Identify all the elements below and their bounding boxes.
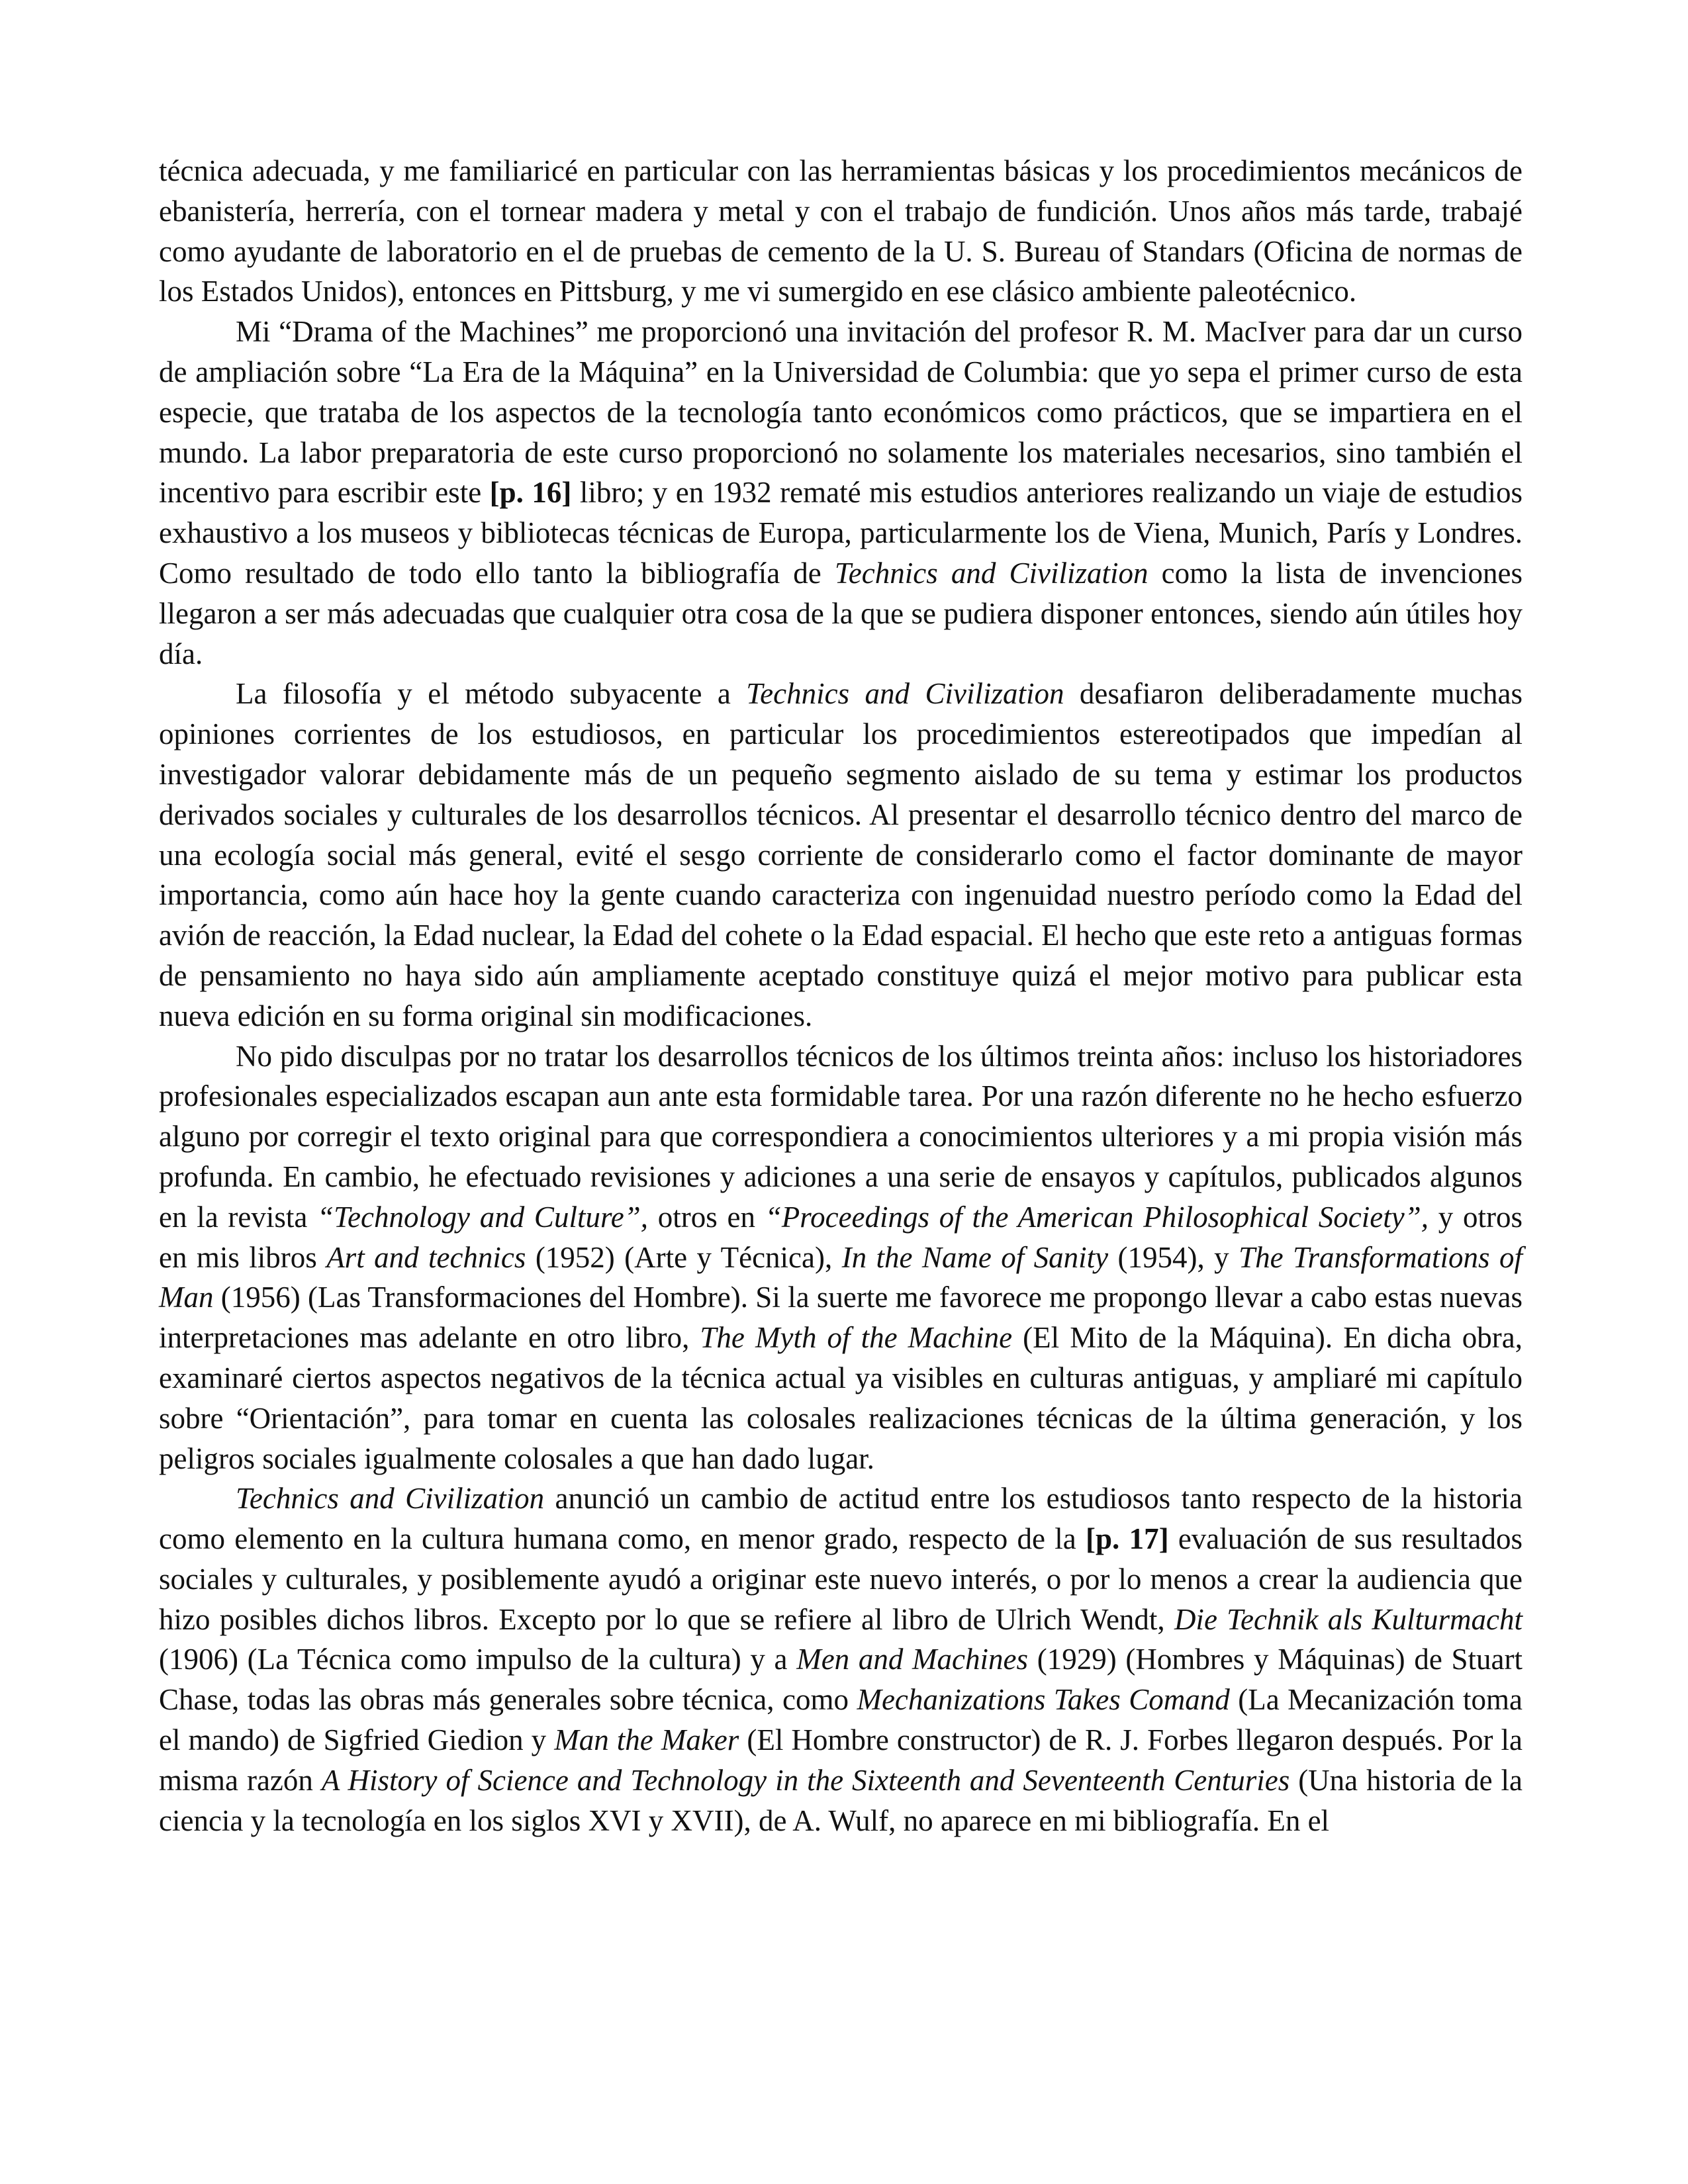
text-segment: (Una historia de la ciencia y la tecnología en los siglos XVI y XVII), de A. Wulf, no aparece en mi bibliografía. En el	[159, 1763, 1523, 1837]
paragraph-3	[159, 674, 1523, 1036]
page-marker: [p. 16]	[489, 476, 572, 510]
journal-title: “Technology and Culture”,	[317, 1200, 649, 1234]
book-title: The Transformations of Man	[159, 1240, 1523, 1314]
book-title: In the Name of Sanity	[841, 1240, 1109, 1274]
journal-title: “Proceedings of the American Philosophical Society”,	[765, 1200, 1429, 1234]
paragraph-4	[159, 1036, 1523, 1479]
text-segment: (La Mecanización toma el mando) de Sigfried Giedion y	[159, 1683, 1523, 1757]
text-segment: (1929) (Hombres y Máquinas) de Stuart Chase, todas las obras más generales sobre técnica, como	[159, 1643, 1523, 1717]
text-segment: (1956) (Las Transformaciones del Hombre). Si la suerte me favorece me propongo llevar a cabo estas nuevas interpretaciones mas adelante en otro libro,	[159, 1281, 1523, 1355]
book-title: Man the Maker	[554, 1723, 739, 1757]
text-segment: La filosofía y el método subyacente a	[236, 677, 747, 711]
book-title: Men and Machines	[796, 1643, 1029, 1676]
text-segment: (El Mito de la Máquina). En dicha obra, examinaré ciertos aspectos negativos de la técnica actual ya visibles en culturas antiguas, y ampliaré mi capítulo sobre “Orientación”, para tomar en cuenta las colosales realizaciones técnicas de la última generación, y los peligros sociales igualmente colosales a que han dado lugar.	[159, 1321, 1523, 1475]
text-segment: técnica adecuada, y me familiaricé en particular con las herramientas básicas y los procedimientos mecánicos de ebanistería, herrería, con el tornear madera y metal y con el trabajo de fundición. Unos años más tarde, trabajé como ayudante de laboratorio en el de pruebas de cemento de la U. S. Bureau of Standars (Oficina de normas de los Estados Unidos), entonces en Pittsburg, y me vi sumergido en ese clásico ambiente paleotécnico.	[159, 154, 1523, 308]
text-segment: No pido disculpas por no tratar los desarrollos técnicos de los últimos treinta años: incluso los historiadores profesionales especializados escapan aun ante esta formidable tarea. Por una razón diferente no he hecho esfuerzo alguno por corregir el texto original para que correspondiera a conocimientos ulteriores y a mi propia visión más profunda. En cambio, he efectuado revisiones y adiciones a una serie de ensayos y capítulos, publicados algunos en la revista	[159, 1039, 1523, 1234]
book-title: Technics and Civilization	[834, 556, 1149, 590]
text-segment: (1906) (La Técnica como impulso de la cultura) y a	[159, 1643, 797, 1676]
paragraph-2	[159, 312, 1523, 674]
text-segment: Mi “Drama of the Machines” me proporcionó una invitación del profesor R. M. MacIver para dar un curso de ampliación sobre “La Era de la Máquina” en la Universidad de Columbia: que yo sepa el primer curso de esta especie, que trataba de los aspectos de la tecnología tanto económicos como prácticos, que se impartiera en el mundo. La labor preparatoria de este curso proporcionó no solamente los materiales necesarios, sino también el incentivo para escribir este	[159, 315, 1523, 510]
text-segment: y otros en mis libros	[159, 1200, 1523, 1274]
book-title: Art and technics	[326, 1240, 526, 1274]
text-segment: como la lista de invenciones llegaron a ser más adecuadas que cualquier otra cosa de la que se pudiera disponer entonces, siendo aún útiles hoy día.	[159, 556, 1523, 670]
book-title: Technics and Civilization	[236, 1482, 545, 1516]
text-segment: libro; y en 1932 rematé mis estudios anteriores realizando un viaje de estudios exhaustivo a los museos y bibliotecas técnicas de Europa, particularmente los de Viena, Munich, París y Londres. Como resultado de todo ello tanto la bibliografía de	[159, 476, 1523, 590]
paragraph-5	[159, 1479, 1523, 1841]
book-title: A History of Science and Technology in the Sixteenth and Seventeenth Centuries	[321, 1763, 1290, 1797]
text-segment: evaluación de sus resultados sociales y culturales, y posiblemente ayudó a originar este nuevo interés, o por lo menos a crear la audiencia que hizo posibles dichos libros. Excepto por lo que se refiere al libro de Ulrich Wendt,	[159, 1522, 1523, 1636]
text-segment: (El Hombre constructor) de R. J. Forbes llegaron después. Por la misma razón	[159, 1723, 1523, 1797]
text-segment: otros en	[648, 1200, 765, 1234]
page-marker: [p. 17]	[1086, 1522, 1169, 1556]
text-segment: (1952) (Arte y Técnica),	[526, 1240, 842, 1274]
book-title: Die Technik als Kulturmacht	[1174, 1602, 1523, 1636]
book-title: The Myth of the Machine	[700, 1321, 1013, 1355]
text-segment: (1954), y	[1108, 1240, 1239, 1274]
book-title: Technics and Civilization	[746, 677, 1064, 711]
book-title: Mechanizations Takes Comand	[857, 1683, 1230, 1717]
paragraph-1	[159, 151, 1523, 312]
document-page	[159, 151, 1523, 1841]
text-segment: anunció un cambio de actitud entre los estudiosos tanto respecto de la historia como elemento en la cultura humana como, en menor grado, respecto de la	[159, 1482, 1523, 1556]
text-segment: desafiaron deliberadamente muchas opiniones corrientes de los estudiosos, en particular los procedimientos estereotipados que impedían al investigador valorar debidamente más de un pequeño segmento aislado de su tema y estimar los productos derivados sociales y culturales de los desarrollos técnicos. Al presentar el desarrollo técnico dentro del marco de una ecología social más general, evité el sesgo corriente de considerarlo como el factor dominante de mayor importancia, como aún hace hoy la gente cuando caracteriza con ingenuidad nuestro período como la Edad del avión de reacción, la Edad nuclear, la Edad del cohete o la Edad espacial. El hecho que este reto a antiguas formas de pensamiento no haya sido aún ampliamente aceptado constituye quizá el mejor motivo para publicar esta nueva edición en su forma original sin modificaciones.	[159, 677, 1523, 1032]
